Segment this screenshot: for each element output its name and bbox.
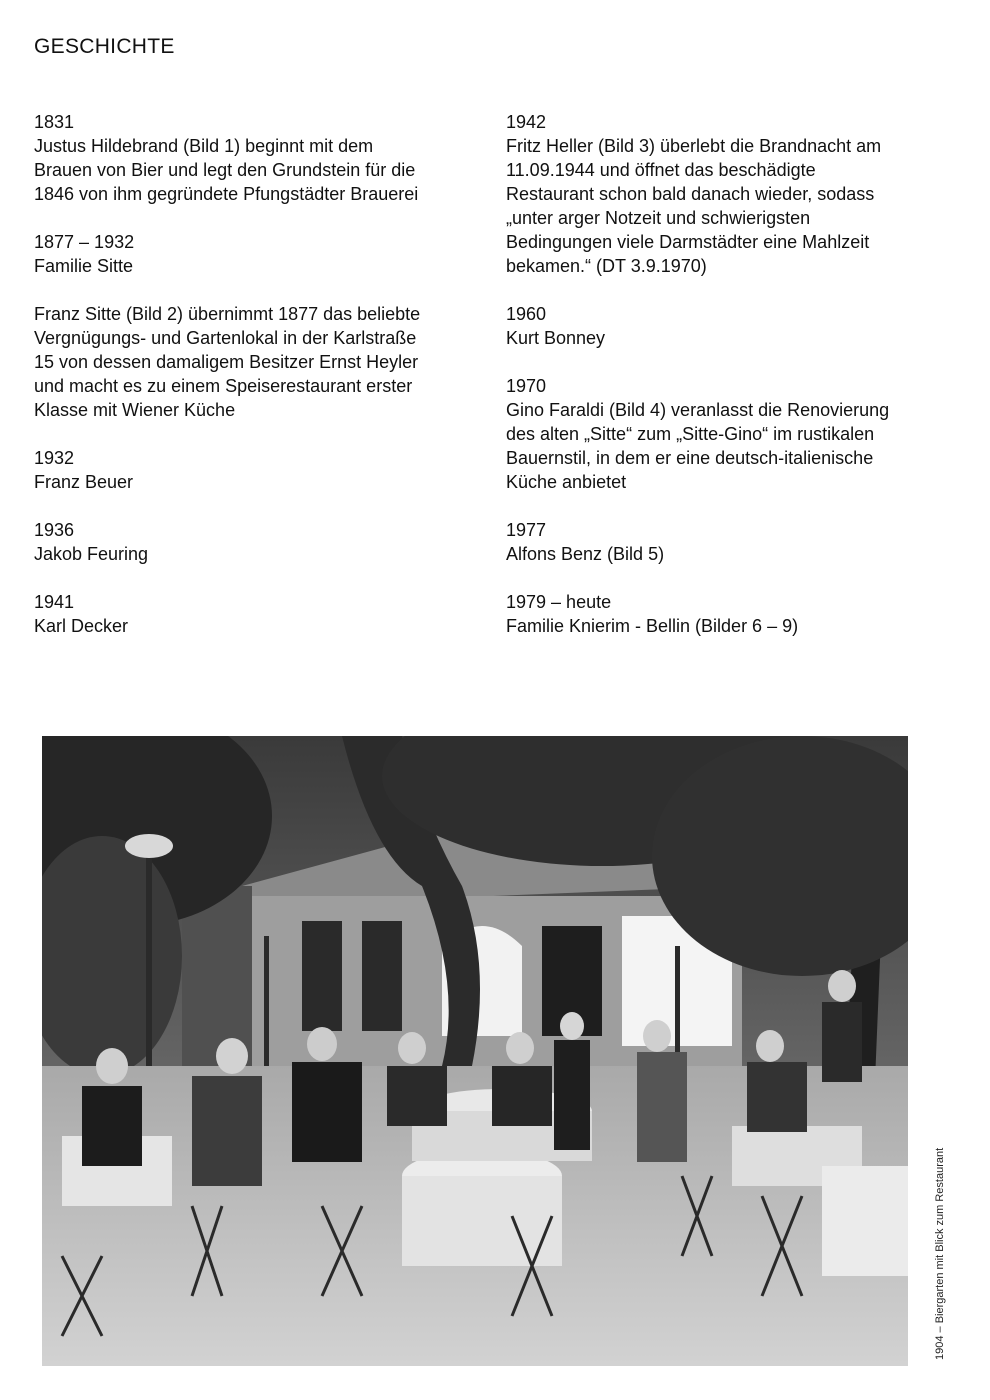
timeline-year: 1936 bbox=[34, 520, 75, 540]
timeline-year: 1977 bbox=[506, 520, 547, 540]
timeline-entry bbox=[506, 110, 966, 278]
timeline-text: Bedingungen viele Darmstädter eine Mahlzeit bbox=[506, 232, 870, 252]
timeline-text: „unter arger Notzeit und schwierigsten bbox=[506, 208, 811, 228]
timeline-text: des alten „Sitte“ zum „Sitte-Gino“ im rustikalen bbox=[506, 424, 875, 444]
timeline-text: 11.09.1944 und öffnet das beschädigte bbox=[506, 160, 816, 180]
timeline-text: Gino Faraldi (Bild 4) veranlasst die Renovierung bbox=[506, 400, 890, 420]
timeline-text: Kurt Bonney bbox=[506, 328, 606, 348]
timeline-text: Justus Hildebrand (Bild 1) beginnt mit dem bbox=[34, 136, 374, 156]
timeline-year: 1970 bbox=[506, 376, 547, 396]
timeline-entry bbox=[34, 230, 484, 278]
timeline-text: Fritz Heller (Bild 3) überlebt die Brandnacht am bbox=[506, 136, 882, 156]
timeline-entry bbox=[34, 302, 484, 422]
timeline-entry bbox=[506, 302, 966, 350]
timeline-entry bbox=[34, 518, 484, 566]
timeline-year: 1941 bbox=[34, 592, 75, 612]
timeline-year: 1932 bbox=[34, 448, 75, 468]
timeline-text: Klasse mit Wiener Küche bbox=[34, 400, 236, 420]
timeline-year: 1831 bbox=[34, 112, 75, 132]
timeline-year: 1960 bbox=[506, 304, 547, 324]
timeline-entry bbox=[34, 446, 484, 494]
timeline-text: und macht es zu einem Speiserestaurant erster bbox=[34, 376, 413, 396]
timeline-entry bbox=[506, 590, 966, 638]
timeline-entry bbox=[506, 518, 966, 566]
timeline-entry bbox=[34, 110, 484, 206]
timeline-text: 15 von dessen damaligem Besitzer Ernst Heyler bbox=[34, 352, 419, 372]
timeline-text: Familie Knierim - Bellin (Bilder 6 – 9) bbox=[506, 616, 799, 636]
historic-beer-garden-photo bbox=[42, 736, 908, 1366]
timeline-text: Familie Sitte bbox=[34, 256, 134, 276]
timeline-text: Franz Sitte (Bild 2) übernimmt 1877 das beliebte bbox=[34, 304, 421, 324]
timeline-entry bbox=[34, 590, 484, 638]
timeline-text: Vergnügungs- und Gartenlokal in der Karlstraße bbox=[34, 328, 417, 348]
timeline-text: Karl Decker bbox=[34, 616, 129, 636]
timeline-text: Brauen von Bier und legt den Grundstein für die bbox=[34, 160, 416, 180]
timeline-text: Küche anbietet bbox=[506, 472, 627, 492]
timeline-left-column bbox=[34, 110, 484, 662]
timeline-text: Bauernstil, in dem er eine deutsch-italienische bbox=[506, 448, 874, 468]
timeline-year: 1979 – heute bbox=[506, 592, 612, 612]
timeline-text: 1846 von ihm gegründete Pfungstädter Brauerei bbox=[34, 184, 419, 204]
timeline-text: Alfons Benz (Bild 5) bbox=[506, 544, 665, 564]
page-title: GESCHICHTE bbox=[34, 35, 175, 58]
timeline-right-column bbox=[506, 110, 966, 662]
timeline-entry bbox=[506, 374, 966, 494]
timeline-year: 1877 – 1932 bbox=[34, 232, 135, 252]
timeline-text: bekamen.“ (DT 3.9.1970) bbox=[506, 256, 707, 276]
timeline-text: Restaurant schon bald danach wieder, sodass bbox=[506, 184, 875, 204]
timeline-text: Jakob Feuring bbox=[34, 544, 149, 564]
photo-caption: 1904 – Biergarten mit Blick zum Restaurant bbox=[934, 1147, 946, 1360]
timeline-year: 1942 bbox=[506, 112, 547, 132]
timeline-text: Franz Beuer bbox=[34, 472, 134, 492]
